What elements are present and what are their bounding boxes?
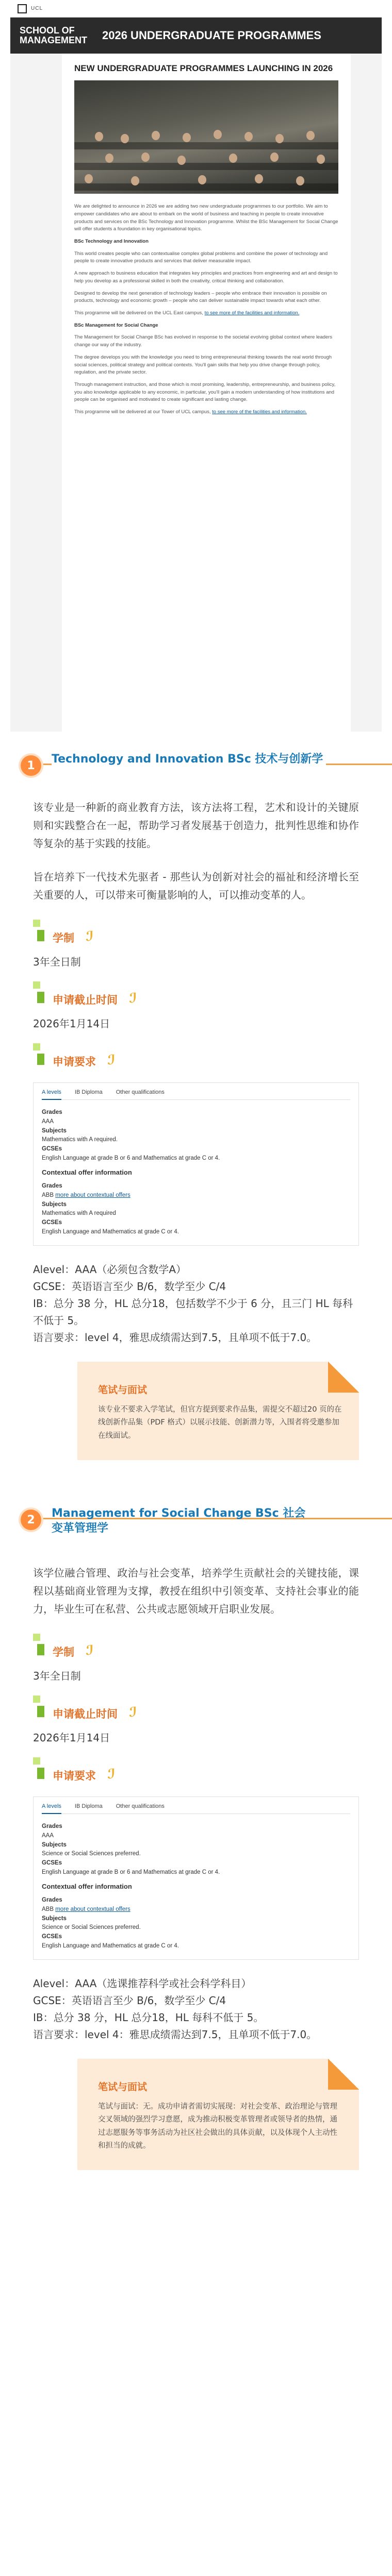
requirements-label-row (33, 1757, 359, 1784)
gcse-value: English Language at grade B or 6 and Mathematics at grade C or 4. (42, 1155, 220, 1162)
news-body (74, 203, 338, 416)
subjects-key: Subjects (42, 1201, 67, 1208)
contextual-offer-title: Contextual offer information (42, 1882, 132, 1890)
gcse-value: English Language and Mathematics at grade C or 4. (42, 1229, 179, 1235)
programme-title: Management for Social Change BSc 社会变革管理学 (52, 1507, 306, 1535)
news-paragraph: This programme will be delivered on the UCL East campus, to see more of the facilities and information. (74, 310, 300, 316)
requirements-list (42, 1822, 350, 1951)
facilities-link[interactable]: to see more of the facilities and information. (212, 409, 307, 415)
entry-requirements-screenshot (33, 1082, 359, 1246)
grades-value: AAA (42, 1832, 54, 1839)
swirl-icon: ℐ (86, 1643, 94, 1659)
news-subheading: BSc Technology and Innovation (74, 238, 149, 244)
requirement-line: IB：总分 38 分，HL 总分18，包括数学不少于 6 分，且三门 HL 每科不低于 5。 (33, 1297, 353, 1327)
qualification-tabs (42, 1089, 350, 1100)
classroom-photo (74, 80, 338, 194)
site-page-title: 2026 UNDERGRADUATE PROGRAMMES (102, 29, 321, 42)
news-paragraph: The Management for Social Change BSc has evolved in response to the societal evolving global context where leaders change our way of the industry. (74, 334, 333, 348)
requirements-list (42, 1108, 350, 1237)
subjects-value: Mathematics with A required. (42, 1137, 118, 1143)
grades-key: Grades (42, 1183, 62, 1190)
green-square-icon (33, 1757, 40, 1765)
requirement-line: Alevel：AAA（必须包含数学A） (33, 1263, 187, 1276)
news-paragraph: This world creates people who can contextualise complex global problems and combine the power of technology and people to create innovative products and services that deliver measurable impact. (74, 250, 328, 264)
news-paragraph: A new approach to business education that integrates key principles and practices from engineering and art and design to help you develop as a professional skilled in both the creativity, critical thinking and collaboration. (74, 270, 338, 284)
duration-label: 学制 (53, 932, 74, 944)
entry-requirements-screenshot (33, 1797, 359, 1960)
deadline-value: 2026年1月14日 (33, 1018, 110, 1030)
green-bar-icon (37, 1644, 44, 1655)
gcse-key: GCSEs (42, 1146, 62, 1153)
tab-ib-diploma[interactable]: IB Diploma (74, 1089, 103, 1095)
programme-intro: 该学位融合管理、政治与社会变革，培养学生贡献社会的关键技能，课程以基础商业管理为支撑，教授在组织中引领变革、支持社会事业的能力，毕业生可在私营、公共或志愿领域开启职业发展。 (33, 1567, 359, 1616)
green-bar-icon (37, 1706, 44, 1717)
news-title: NEW UNDERGRADUATE PROGRAMMES LAUNCHING IN 2026 (74, 63, 333, 73)
programme-section-2 (0, 1506, 392, 2196)
green-bar-icon (37, 1768, 44, 1779)
tab-ib-diploma[interactable]: IB Diploma (74, 1803, 103, 1810)
requirement-line: IB：总分 38 分，HL 总分18，HL 每科不低于 5。 (33, 2011, 264, 2024)
qualification-tabs (42, 1803, 350, 1814)
requirement-line: 语言要求：level 4：雅思成绩需达到7.5，且单项不低于7.0。 (33, 2028, 317, 2041)
grades-key: Grades (42, 1109, 62, 1115)
programme-title: Technology and Innovation BSc 技术与创新学 (52, 752, 326, 767)
swirl-icon: ℐ (86, 929, 94, 944)
green-square-icon (33, 981, 40, 989)
duration-label: 学制 (53, 1646, 74, 1659)
gcse-value: English Language at grade B or 6 and Mathematics at grade C or 4. (42, 1869, 220, 1876)
requirements-summary (33, 1261, 359, 1346)
requirements-label-row (33, 1043, 359, 1070)
ucl-logo-icon (18, 4, 27, 13)
news-paragraph: We are delighted to announce in 2026 we are adding two new undergraduate programmes to our portfolio. We aim to empower candidates who are about to embark on the world of business and teaching in people to create innovative products and services on the BSc Technology and Innovation programme. Whilst the BSc Management for Social Change will offer students a foundation in key organisational topics. (74, 204, 338, 232)
swirl-icon: ℐ (129, 991, 137, 1006)
subjects-key: Subjects (42, 1915, 67, 1922)
programme-section-1 (0, 752, 392, 1486)
green-bar-icon (37, 992, 44, 1003)
news-subheading: BSc Management for Social Change (74, 322, 158, 328)
gcse-value: English Language and Mathematics at grade C or 4. (42, 1943, 179, 1950)
deadline-label-row (33, 981, 359, 1008)
duration-value: 3年全日制 (33, 1670, 81, 1683)
swirl-icon: ℐ (107, 1767, 116, 1783)
deadline-label: 申请截止时间 (53, 994, 118, 1006)
site-header (10, 18, 382, 54)
exam-interview-card (77, 2059, 359, 2171)
news-paragraph: Designed to develop the next generation of technology leaders – people who embrace their innovation is possible on products, technology and economic growth – people who can deliver sustainable impact towards what each other. (74, 290, 327, 304)
subjects-value: Science or Social Sciences preferred. (42, 1924, 141, 1931)
subjects-value: Mathematics with A required (42, 1210, 116, 1217)
requirements-summary (33, 1975, 359, 2043)
subjects-value: Science or Social Sciences preferred. (42, 1851, 141, 1857)
news-paragraph: This programme will be delivered at our Tower of UCL campus, to see more of the facilities and information. (74, 409, 307, 415)
programme-intro: 旨在培养下一代技术先驱者 - 那些认为创新对社会的福祉和经济增长至关重要的人，可以带来可衡量影响的人，可以推动变革的人。 (33, 871, 359, 901)
news-article (62, 54, 351, 732)
tab-a-levels[interactable]: A levels (42, 1089, 61, 1100)
note-text: 笔试与面试：无。成功申请者需切实展现：对社会变革、政治理论与管理交叉领域的强烈学习意愿，成为推动积极变革管理者或领导者的热情，通过志愿服务等事务活动为社区社会做出的具体贡献，以及体现个人主动性和担当的成就。 (98, 2102, 337, 2150)
duration-value: 3年全日制 (33, 956, 81, 968)
news-paragraph: Through management instruction, and those which is most promising, leadership, entrepreneurship, and business policy, you also knowledge applicable to any economic, in particular, you'll gain a modern understanding of how institutions and people can be organised and motivated to create significant and lasting change. (74, 382, 336, 403)
green-square-icon (33, 920, 40, 927)
programme-number-badge: 2 (21, 1510, 41, 1530)
swirl-icon: ℐ (107, 1053, 116, 1068)
duration-label-row (33, 920, 359, 946)
green-square-icon (33, 1634, 40, 1641)
requirement-line: 语言要求：level 4，雅思成绩需达到7.5，且单项不低于7.0。 (33, 1331, 317, 1344)
contextual-offers-link[interactable]: more about contextual offers (55, 1906, 130, 1912)
deadline-label: 申请截止时间 (53, 1708, 118, 1721)
tab-other-qualifications[interactable]: Other qualifications (116, 1803, 165, 1810)
grades-key: Grades (42, 1823, 62, 1830)
contextual-offer-title: Contextual offer information (42, 1168, 132, 1176)
note-title: 笔试与面试 (98, 1384, 148, 1396)
news-paragraph: The degree develops you with the knowledge you need to bring entrepreneurial thinking towards the real world through social sciences, political strategy and political contexts. You'll gain skills that help you drive change through policy, regulation, and the private sector. (74, 354, 332, 376)
requirement-line: Alevel：AAA（选课推荐科学或社会科学科目） (33, 1977, 252, 1990)
green-square-icon (33, 1696, 40, 1703)
deadline-label-row (33, 1696, 359, 1722)
programme-number-badge: 1 (21, 755, 41, 776)
green-bar-icon (37, 1054, 44, 1065)
site-topbar (10, 0, 382, 18)
gcse-key: GCSEs (42, 1860, 62, 1867)
subjects-key: Subjects (42, 1127, 67, 1134)
gcse-key: GCSEs (42, 1934, 62, 1940)
website-screenshot (10, 0, 382, 732)
grades-value: AAA (42, 1118, 54, 1125)
grades-key: Grades (42, 1897, 62, 1904)
requirement-line: GCSE：英语语言至少 B/6，数学至少 C/4 (33, 1280, 226, 1293)
gcse-key: GCSEs (42, 1219, 62, 1226)
duration-label-row (33, 1634, 359, 1660)
programme-header (21, 752, 371, 783)
school-logo[interactable]: SCHOOL OF MANAGEMENT (20, 25, 87, 45)
deadline-value: 2026年1月14日 (33, 1732, 110, 1744)
requirement-line: GCSE：英语语言至少 B/6，数学至少 C/4 (33, 1994, 226, 2007)
contextual-offers-link[interactable]: more about contextual offers (55, 1192, 130, 1198)
programme-header (21, 1506, 371, 1549)
grades-value: ABB more about contextual offers (42, 1906, 130, 1912)
note-title: 笔试与面试 (98, 2081, 148, 2093)
facilities-link[interactable]: to see more of the facilities and information. (204, 310, 300, 316)
green-bar-icon (37, 930, 44, 941)
tab-other-qualifications[interactable]: Other qualifications (116, 1089, 165, 1095)
tab-a-levels[interactable]: A levels (42, 1803, 61, 1814)
green-square-icon (33, 1043, 40, 1050)
requirements-label: 申请要求 (53, 1770, 96, 1783)
subjects-key: Subjects (42, 1841, 67, 1848)
requirements-label: 申请要求 (53, 1056, 96, 1068)
exam-interview-card (77, 1362, 359, 1460)
swirl-icon: ℐ (129, 1705, 137, 1721)
programme-intro: 该专业是一种新的商业教育方法，该方法将工程，艺术和设计的关键原则和实践整合在一起，帮助学习者发展基于创造力，批判性思维和协作等复杂的基于实践的技能。 (33, 801, 359, 850)
note-text: 该专业不要求入学笔试，但官方提到要求作品集，需提交不超过20 页的在线创新作品集（PDF 格式）以展示技能、创新潜力等，入围者将受邀参加在线面试。 (98, 1405, 342, 1440)
grades-value: ABB more about contextual offers (42, 1192, 130, 1198)
site-school-label: UCL (31, 6, 43, 11)
